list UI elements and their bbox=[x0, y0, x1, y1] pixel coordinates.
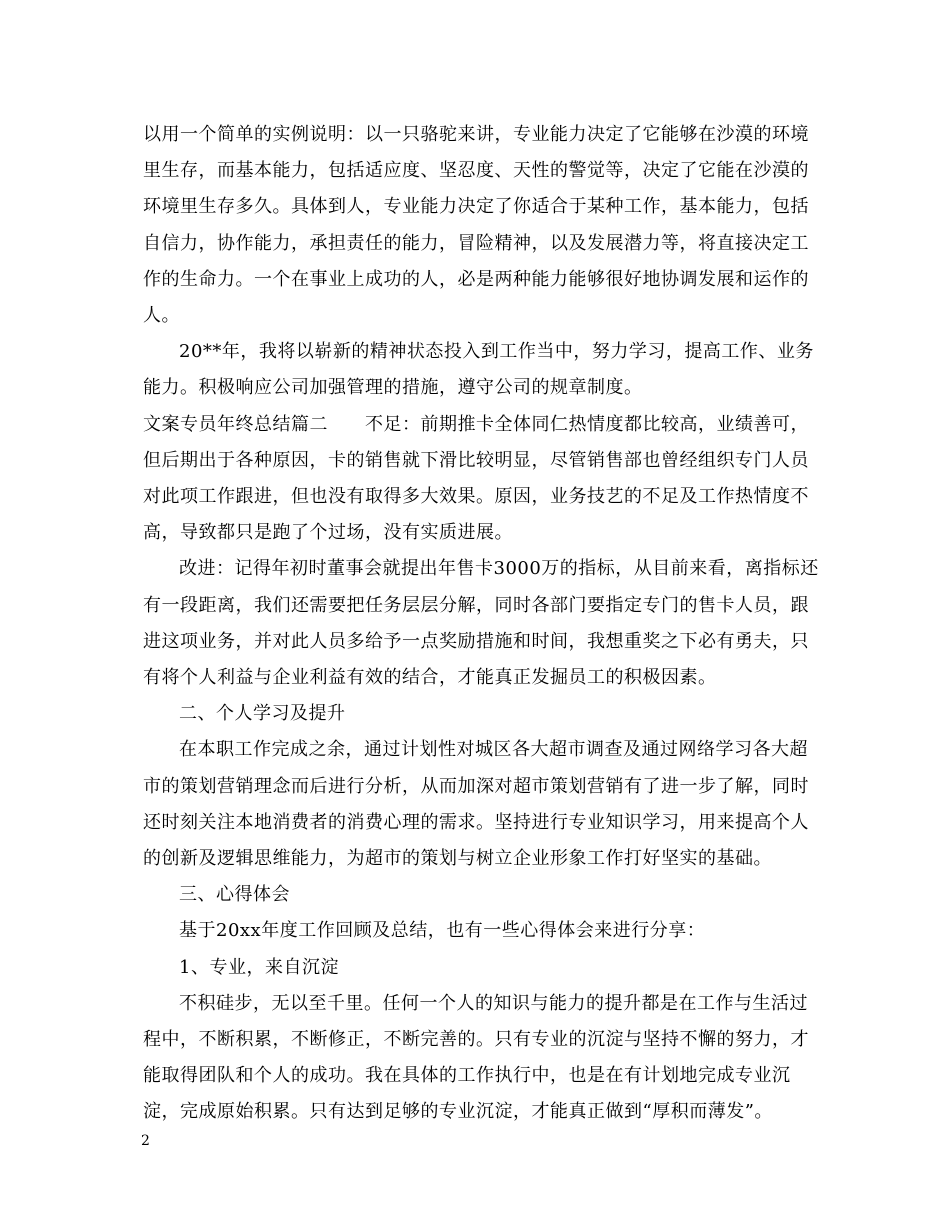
section-heading-experience: 三、心得体会 bbox=[179, 884, 290, 906]
paragraph-next-year-plan: 20**年，我将以崭新的精神状态投入到工作当中，努力学习，提高工作、业务能力。积极响应公司加强管理的措施，遵守公司的规章制度。 bbox=[143, 341, 814, 399]
paragraph-camel-analogy: 以用一个简单的实例说明：以一只骆驼来讲，专业能力决定了它能够在沙漠的环境里生存，而基本能力，包括适应度、坚忍度、天性的警觉等，决定了它能在沙漠的环境里生存多久。具体到人，专业能力决定了你适合于某种工作，基本能力，包括自信力，协作能力，承担责任的能力，冒险精神，以及发展潜力等，将直接决定工作的生命力。一个在事业上成功的人，必是两种能力能够很好地协调发展和运作的人。 bbox=[143, 124, 809, 327]
paragraph-learning: 在本职工作完成之余，通过计划性对城区各大超市调查及通过网络学习各大超市的策划营销理念而后进行分析，从而加深对超市策划营销有了进一步了解，同时还时刻关注本地消费者的消费心理的需求。坚持进行专业知识学习，用来提高个人的创新及逻辑思维能力，为超市的策划与树立企业形象工作打好坚实的基础。 bbox=[143, 739, 809, 870]
subheading-professionalism: 1、专业，来自沉淀 bbox=[179, 956, 339, 978]
section-heading-learning: 二、个人学习及提升 bbox=[179, 703, 346, 725]
paragraph-experience-intro: 基于20xx年度工作回顾及总结，也有一些心得体会来进行分享： bbox=[179, 920, 706, 942]
page-number: 2 bbox=[141, 1133, 150, 1149]
paragraph-improvements: 改进：记得年初时董事会就提出年售卡3000万的指标，从目前来看，离指标还有一段距离，我们还需要把任务层层分解，同时各部门要指定专门的售卡人员，跟进这项业务，并对此人员多给予一点奖励措施和时间，我想重奖之下必有勇夫，只有将个人利益与企业利益有效的结合，才能真正发掘员工的积极因素。 bbox=[143, 558, 819, 689]
paragraph-shortcomings: 文案专员年终总结篇二 不足：前期推卡全体同仁热情度都比较高，业绩善可，但后期出于各种原因，卡的销售就下滑比较明显，尽管销售部也曾经组织专门人员对此项工作跟进，但也没有取得多大效果。原因，业务技艺的不足及工作热情度不高，导致都只是跑了个过场，没有实质进展。 bbox=[143, 413, 809, 544]
paragraph-professionalism: 不积硅步，无以至千里。任何一个人的知识与能力的提升都是在工作与生活过程中，不断积累，不断修正，不断完善的。只有专业的沉淀与坚持不懈的努力，才能取得团队和个人的成功。我在具体的工作执行中，也是在有计划地完成专业沉淀，完成原始积累。只有达到足够的专业沉淀，才能真正做到“厚积而薄发”。 bbox=[143, 992, 809, 1123]
body-text bbox=[143, 117, 823, 1131]
